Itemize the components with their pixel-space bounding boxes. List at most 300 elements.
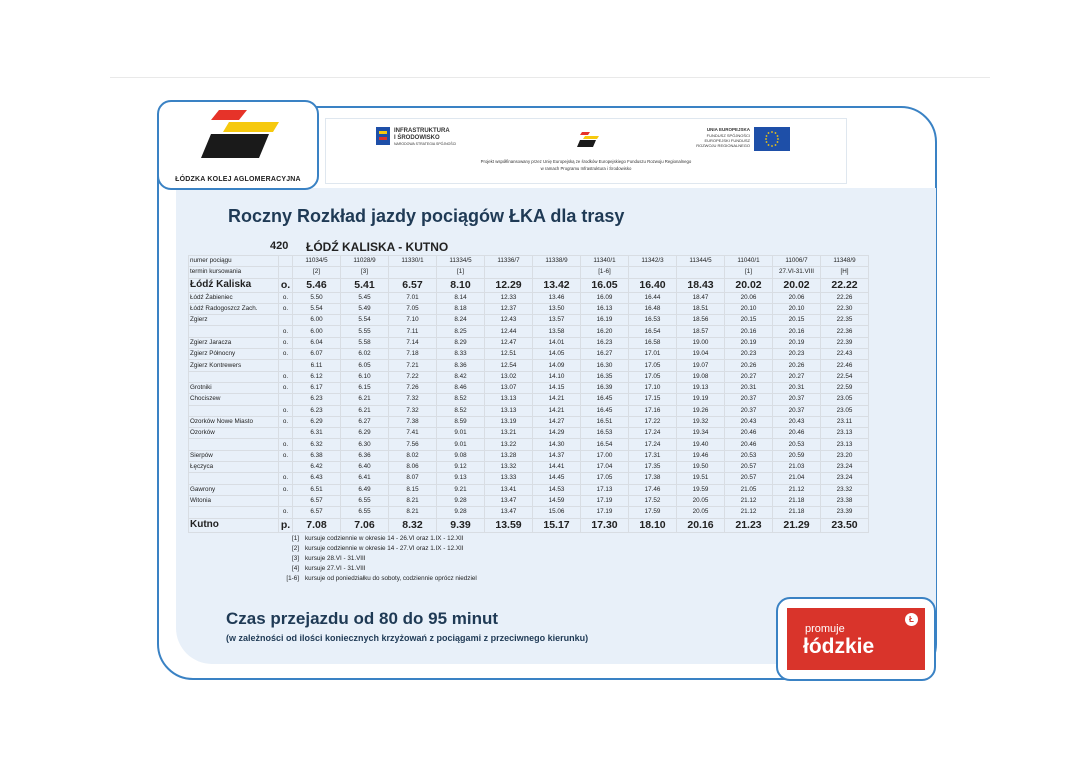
time-cell: 6.57 [389,278,437,292]
time-cell: 22.46 [821,360,869,371]
train-number-cell: 11336/7 [485,256,533,267]
time-cell: 13.07 [485,382,533,393]
time-cell: 16.39 [581,382,629,393]
station-name [189,326,279,337]
time-cell: 7.41 [389,428,437,439]
time-cell: 13.28 [485,450,533,461]
time-cell: 22.39 [821,337,869,348]
time-cell: 14.30 [533,439,581,450]
time-cell: 6.21 [341,394,389,405]
time-cell: 14.01 [533,337,581,348]
station-name: Łęczyca [189,462,279,473]
travel-time: Czas przejazdu od 80 do 95 minut [226,609,499,628]
time-cell: 23.13 [821,439,869,450]
timetable [188,255,869,533]
time-cell: 19.07 [677,360,725,371]
time-cell: 12.33 [485,292,533,303]
eu-line3: EUROPEJSKI FUNDUSZ [704,138,750,143]
note-row [270,563,480,573]
train-term-cell [677,267,725,278]
time-cell: 19.26 [677,405,725,416]
time-cell: 23.24 [821,462,869,473]
time-cell: 13.02 [485,371,533,382]
arrival-departure-mark: o. [279,337,293,348]
arrival-departure-mark: o. [279,416,293,427]
time-cell: 6.05 [341,360,389,371]
infra-title2: I ŚRODOWISKO [394,135,440,141]
time-cell: 14.10 [533,371,581,382]
time-cell: 12.44 [485,326,533,337]
time-cell: 8.59 [437,416,485,427]
time-cell: 12.29 [485,278,533,292]
time-cell: 22.59 [821,382,869,393]
time-cell: 12.54 [485,360,533,371]
time-cell: 14.59 [533,495,581,506]
time-cell: 17.30 [581,518,629,532]
time-cell: 16.40 [629,278,677,292]
promo-line1: promuje [805,623,845,635]
time-cell: 13.47 [485,507,533,518]
time-cell: 5.41 [341,278,389,292]
time-cell: 23.13 [821,428,869,439]
eu-line1: UNIA EUROPEJSKA [706,127,750,132]
time-cell: 9.21 [437,484,485,495]
time-cell: 6.00 [293,315,341,326]
time-cell: 6.30 [341,439,389,450]
time-cell: 5.54 [293,303,341,314]
time-cell: 5.49 [341,303,389,314]
route-name: ŁÓDŹ KALISKA - KUTNO [306,240,449,254]
time-cell: 19.34 [677,428,725,439]
time-cell: 7.06 [341,518,389,532]
time-cell: 8.52 [437,405,485,416]
time-cell: 17.15 [629,394,677,405]
time-cell: 7.11 [389,326,437,337]
time-cell: 6.15 [341,382,389,393]
train-number-cell: 11340/1 [581,256,629,267]
arrival-departure-mark [279,315,293,326]
time-cell: 6.12 [293,371,341,382]
note-code: [4] [291,564,299,572]
eu-line2: FUNDUSZ SPÓJNOŚCI [706,133,750,138]
time-cell: 8.36 [437,360,485,371]
arrival-departure-mark: p. [279,518,293,532]
time-cell: 23.05 [821,394,869,405]
time-cell: 22.54 [821,371,869,382]
time-cell: 6.31 [293,428,341,439]
time-cell: 6.29 [341,428,389,439]
train-term-cell: [1] [725,267,773,278]
arrival-departure-mark: o. [279,405,293,416]
time-cell: 6.40 [341,462,389,473]
station-name: Łódź Żabieniec [189,292,279,303]
time-cell: 18.56 [677,315,725,326]
time-cell: 20.16 [725,326,773,337]
time-cell: 8.06 [389,462,437,473]
time-cell: 18.47 [677,292,725,303]
time-cell: 21.23 [725,518,773,532]
station-name: Łódź Radogoszcz Zach. [189,303,279,314]
time-cell: 13.13 [485,394,533,405]
time-cell: 14.15 [533,382,581,393]
train-number-cell: 11338/9 [533,256,581,267]
note-row [270,533,480,543]
time-cell: 14.21 [533,405,581,416]
infra-title: INFRASTRUKTURA [394,128,450,134]
time-cell: 8.07 [389,473,437,484]
time-cell: 13.41 [485,484,533,495]
time-cell: 16.19 [581,315,629,326]
time-cell: 22.35 [821,315,869,326]
time-cell: 15.06 [533,507,581,518]
note-text: kursuje 27.VI - 31.VIII [305,564,366,572]
time-cell: 9.12 [437,462,485,473]
time-cell: 17.24 [629,439,677,450]
time-cell: 20.16 [677,518,725,532]
time-cell: 7.56 [389,439,437,450]
time-cell: 21.29 [773,518,821,532]
arrival-departure-mark: o. [279,278,293,292]
time-cell: 6.43 [293,473,341,484]
time-cell: 20.19 [773,337,821,348]
time-cell: 13.57 [533,315,581,326]
station-name: Ozorków [189,428,279,439]
time-cell: 7.18 [389,349,437,360]
time-cell: 17.22 [629,416,677,427]
table-row [189,292,869,303]
arrival-departure-mark [279,428,293,439]
time-cell: 16.35 [581,371,629,382]
time-cell: 7.05 [389,303,437,314]
time-cell: 12.37 [485,303,533,314]
time-cell: 5.46 [293,278,341,292]
time-cell: 13.47 [485,495,533,506]
time-cell: 17.04 [581,462,629,473]
time-cell: 22.22 [821,278,869,292]
table-row [189,473,869,484]
time-cell: 6.38 [293,450,341,461]
station-name: Witonia [189,495,279,506]
arrival-departure-mark: o. [279,484,293,495]
station-name: Zgierz Kontrewers [189,360,279,371]
time-cell: 6.55 [341,495,389,506]
time-cell: 8.18 [437,303,485,314]
station-name: Zgierz Jaracza [189,337,279,348]
station-name [189,405,279,416]
eu-line4: ROZWOJU REGIONALNEGO [696,143,750,148]
time-cell: 8.14 [437,292,485,303]
time-cell: 17.13 [581,484,629,495]
time-cell: 13.59 [485,518,533,532]
note-text: kursuje 28.VI - 31.VIII [305,554,366,562]
time-cell: 8.52 [437,394,485,405]
route-number: 420 [270,240,289,252]
time-cell: 6.21 [341,405,389,416]
time-cell: 8.42 [437,371,485,382]
time-cell: 6.51 [293,484,341,495]
time-cell: 21.18 [773,507,821,518]
train-term-cell: 27.VI-31.VIII [773,267,821,278]
time-cell: 20.37 [773,394,821,405]
promo-mark-icon: Ł [905,613,918,626]
time-cell: 14.27 [533,416,581,427]
time-cell: 6.32 [293,439,341,450]
arrival-departure-mark [279,394,293,405]
time-cell: 16.13 [581,303,629,314]
arrival-departure-mark: o. [279,371,293,382]
time-cell: 6.11 [293,360,341,371]
time-cell: 16.58 [629,337,677,348]
station-name: Chociszew [189,394,279,405]
time-cell: 20.31 [725,382,773,393]
time-cell: 17.01 [629,349,677,360]
promo-box [776,597,936,681]
train-term-cell [485,267,533,278]
time-cell: 20.43 [773,416,821,427]
time-cell: 20.05 [677,507,725,518]
time-cell: 8.25 [437,326,485,337]
time-cell: 16.44 [629,292,677,303]
time-cell: 14.53 [533,484,581,495]
time-cell: 20.27 [773,371,821,382]
table-row [189,394,869,405]
arrival-departure-mark: o. [279,439,293,450]
time-cell: 20.37 [725,405,773,416]
time-cell: 8.15 [389,484,437,495]
time-cell: 19.40 [677,439,725,450]
note-code: [1] [291,534,299,542]
table-row [189,371,869,382]
train-term-cell: [1-6] [581,267,629,278]
time-cell: 8.29 [437,337,485,348]
table-row [189,382,869,393]
time-cell: 21.05 [725,484,773,495]
time-cell: 17.46 [629,484,677,495]
train-number-cell: 11034/5 [293,256,341,267]
time-cell: 20.57 [725,473,773,484]
time-cell: 17.59 [629,507,677,518]
time-cell: 14.29 [533,428,581,439]
time-cell: 7.22 [389,371,437,382]
time-cell: 13.21 [485,428,533,439]
train-term-cell: [H] [821,267,869,278]
station-name [189,439,279,450]
time-cell: 6.27 [341,416,389,427]
time-cell: 20.27 [725,371,773,382]
time-cell: 16.54 [581,439,629,450]
time-cell: 9.01 [437,439,485,450]
time-cell: 13.33 [485,473,533,484]
time-cell: 16.53 [581,428,629,439]
time-cell: 9.28 [437,507,485,518]
note-row [270,543,480,553]
arrival-departure-mark: o. [279,326,293,337]
note-text: kursuje codziennie w okresie 14 - 27.VI oraz 1.IX - 12.XII [305,544,464,552]
time-cell: 7.21 [389,360,437,371]
note-text: kursuje codziennie w okresie 14 - 26.VI oraz 1.IX - 12.XII [305,534,464,542]
station-name: Kutno [189,518,279,532]
lka-logo-icon [195,106,285,168]
time-cell: 16.45 [581,405,629,416]
project-line2: w ramach Programu Infrastruktura i Środowisko [540,166,632,171]
time-cell: 17.38 [629,473,677,484]
time-cell: 16.48 [629,303,677,314]
station-name: Grotniki [189,382,279,393]
time-cell: 6.29 [293,416,341,427]
time-cell: 20.59 [773,450,821,461]
time-cell: 13.42 [533,278,581,292]
time-cell: 20.23 [725,349,773,360]
time-cell: 20.37 [773,405,821,416]
promo-logo [787,608,925,670]
time-cell: 5.50 [293,292,341,303]
time-cell: 20.10 [725,303,773,314]
time-cell: 23.24 [821,473,869,484]
time-cell: 13.19 [485,416,533,427]
time-cell: 7.32 [389,405,437,416]
time-cell: 20.19 [725,337,773,348]
logo-caption: ŁÓDZKA KOLEJ AGLOMERACYJNA [175,176,301,183]
time-cell: 17.05 [629,371,677,382]
time-cell: 7.14 [389,337,437,348]
scan-line [110,77,990,78]
page-title: Roczny Rozkład jazdy pociągów ŁKA dla trasy [228,206,625,226]
station-name: Gawrony [189,484,279,495]
train-term-label: termin kursowania [189,267,279,278]
time-cell: 19.00 [677,337,725,348]
time-cell: 17.31 [629,450,677,461]
time-cell: 23.20 [821,450,869,461]
time-cell: 20.57 [725,462,773,473]
station-name: Ozorków Nowe Miasto [189,416,279,427]
table-row [189,428,869,439]
time-cell: 7.32 [389,394,437,405]
time-cell: 8.10 [437,278,485,292]
note-text: kursuje od poniedziałku do soboty, codziennie oprócz niedziel [305,574,477,582]
time-cell: 7.26 [389,382,437,393]
time-cell: 19.19 [677,394,725,405]
funding-banner [325,118,847,184]
time-cell: 20.10 [773,303,821,314]
arrival-departure-mark: o. [279,292,293,303]
time-cell: 19.04 [677,349,725,360]
time-cell: 8.32 [389,518,437,532]
time-cell: 13.13 [485,405,533,416]
time-cell: 19.50 [677,462,725,473]
time-cell: 9.28 [437,495,485,506]
time-cell: 13.46 [533,292,581,303]
station-name: Łódź Kaliska [189,278,279,292]
timetable-notes [270,533,480,583]
arrival-departure-mark [279,462,293,473]
time-cell: 20.06 [773,292,821,303]
station-name [189,371,279,382]
arrival-departure-mark [279,495,293,506]
time-cell: 19.46 [677,450,725,461]
lka-small-logo-icon [576,131,600,149]
train-number-cell: 11348/9 [821,256,869,267]
train-number-cell: 11334/5 [437,256,485,267]
arrival-departure-mark: o. [279,382,293,393]
time-cell: 22.43 [821,349,869,360]
train-term-cell [533,267,581,278]
time-cell: 8.24 [437,315,485,326]
time-cell: 20.53 [725,450,773,461]
arrival-departure-mark: o. [279,507,293,518]
table-row [189,484,869,495]
arrival-departure-mark: o. [279,303,293,314]
time-cell: 23.11 [821,416,869,427]
time-cell: 14.41 [533,462,581,473]
time-cell: 8.21 [389,495,437,506]
lka-logo-box [157,100,319,190]
time-cell: 15.17 [533,518,581,532]
train-term-cell [629,267,677,278]
train-term-cell: [3] [341,267,389,278]
time-cell: 20.31 [773,382,821,393]
time-cell: 21.03 [773,462,821,473]
time-cell: 20.43 [725,416,773,427]
time-cell: 20.16 [773,326,821,337]
table-row [189,337,869,348]
note-code: [2] [291,544,299,552]
time-cell: 5.54 [341,315,389,326]
note-code: [3] [291,554,299,562]
time-cell: 16.51 [581,416,629,427]
time-cell: 9.39 [437,518,485,532]
note-row [270,573,480,583]
time-cell: 19.13 [677,382,725,393]
time-cell: 14.45 [533,473,581,484]
table-row [189,315,869,326]
time-cell: 8.33 [437,349,485,360]
time-cell: 20.05 [677,495,725,506]
train-term-cell: [2] [293,267,341,278]
time-cell: 13.22 [485,439,533,450]
time-cell: 20.53 [773,439,821,450]
time-cell: 13.32 [485,462,533,473]
infra-sub: NARODOWA STRATEGIA SPÓJNOŚCI [394,142,457,146]
time-cell: 16.54 [629,326,677,337]
station-name [189,473,279,484]
time-cell: 17.10 [629,382,677,393]
time-cell: 8.21 [389,507,437,518]
train-term-row [189,267,869,278]
time-cell: 22.30 [821,303,869,314]
time-cell: 6.23 [293,405,341,416]
train-number-cell: 11342/3 [629,256,677,267]
time-cell: 7.10 [389,315,437,326]
time-cell: 16.27 [581,349,629,360]
time-cell: 14.21 [533,394,581,405]
station-name: Zgierz Północny [189,349,279,360]
time-cell: 21.12 [725,507,773,518]
arrival-departure-mark: o. [279,473,293,484]
arrival-departure-mark: o. [279,450,293,461]
time-cell: 20.26 [725,360,773,371]
time-cell: 21.12 [773,484,821,495]
time-cell: 6.57 [293,495,341,506]
train-number-label: numer pociągu [189,256,279,267]
time-cell: 6.00 [293,326,341,337]
time-cell: 9.08 [437,450,485,461]
time-cell: 12.43 [485,315,533,326]
time-cell: 6.36 [341,450,389,461]
time-cell: 16.09 [581,292,629,303]
table-row [189,360,869,371]
time-cell: 19.51 [677,473,725,484]
table-row [189,405,869,416]
